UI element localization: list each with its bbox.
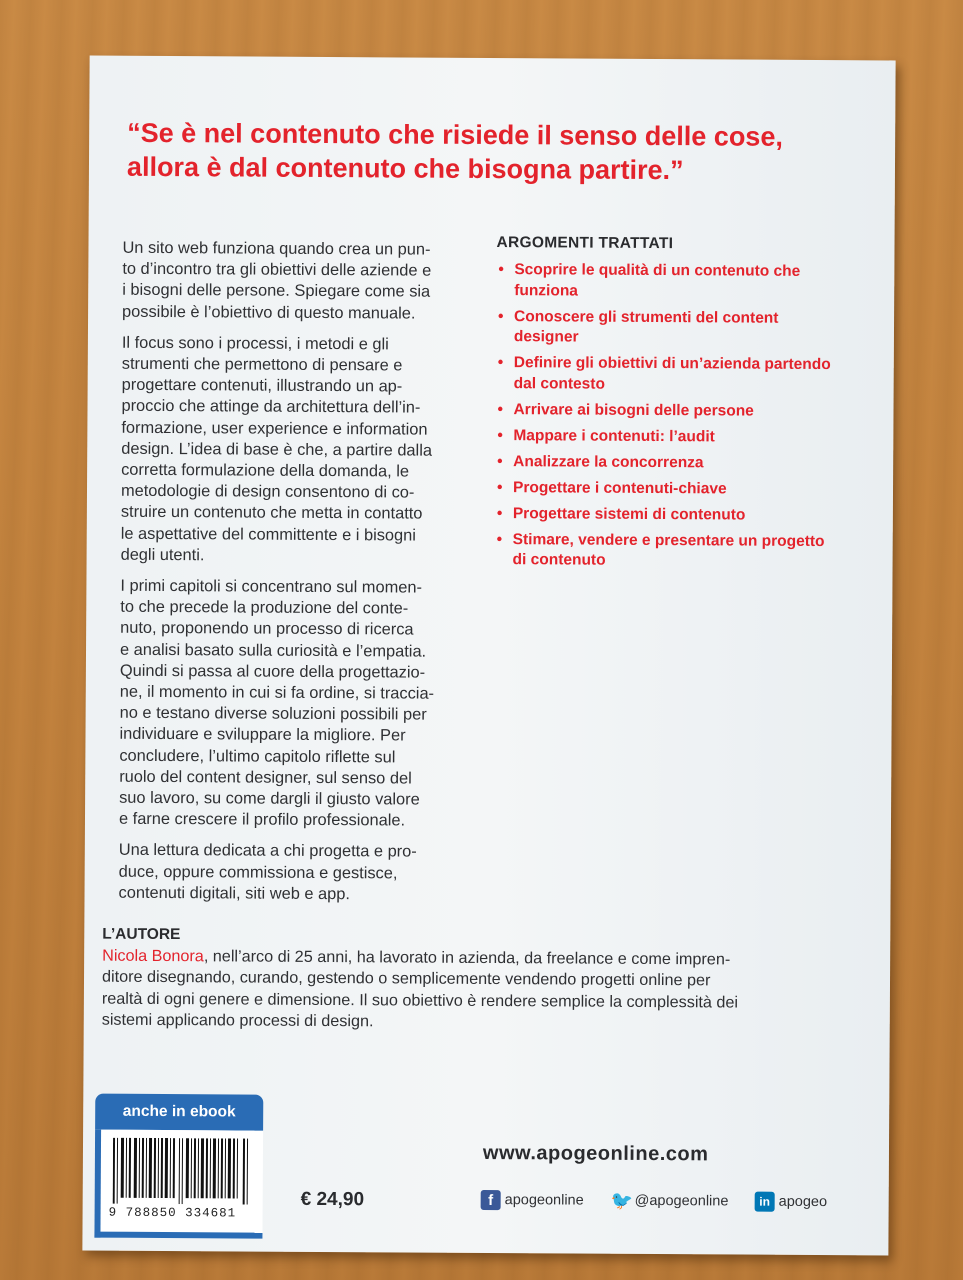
text-line: ruolo del content designer, sul senso del <box>119 767 412 788</box>
text-line: proccio che attinge da architettura dell’in- <box>121 397 421 417</box>
text-line: I primi capitoli si concentrano sul momen- <box>120 576 422 597</box>
text-line: to che precede la produzione del conte- <box>120 597 409 618</box>
text-line: struire un contenuto che metta in contatto <box>120 503 423 524</box>
topic-item: • Scoprire le qualità di un contenuto che funziona <box>496 260 836 303</box>
description-column <box>118 228 468 916</box>
topics-title: ARGOMENTI TRATTATI <box>496 234 674 253</box>
website-link[interactable]: www.apogeonline.com <box>482 1141 709 1166</box>
topics-box <box>494 234 836 578</box>
text-line: possibile è l’obiettivo di questo manuale. <box>122 302 416 323</box>
book-back-cover <box>82 56 895 1256</box>
facebook-handle: apogeonline <box>504 1192 584 1209</box>
linkedin-icon: in <box>755 1192 775 1212</box>
ebook-badge: anche in ebook <box>95 1094 263 1131</box>
author-section <box>102 924 848 1036</box>
barcode-icon <box>113 1138 253 1205</box>
topic-item: • Analizzare la concorrenza <box>495 452 835 475</box>
topic-item: • Mappare i contenuti: l’audit <box>495 426 835 449</box>
author-bio-text: , nell’arco di 25 anni, ha lavorato in azienda, da freelance e come impren- <box>203 946 731 968</box>
text-line: duce, oppure commissiona e gestisce, <box>118 862 398 883</box>
text-line: corretta formulazione della domanda, le <box>121 460 410 481</box>
text-line: Quindi si passa al cuore della progettazio- <box>119 661 426 682</box>
twitter-link[interactable] <box>611 1191 729 1212</box>
text-line: e farne crescere il profilo professionale. <box>118 810 406 830</box>
twitter-icon: 🐦 <box>610 1190 634 1211</box>
topic-item: • Progettare sistemi di contenuto <box>495 504 835 527</box>
author-bio-line: ditore disegnando, curando, gestendo o semplicemente vendendo progetti online per <box>101 967 711 990</box>
topic-item: • Arrivare ai bisogni delle persone <box>495 400 835 423</box>
price: € 24,90 <box>300 1188 365 1211</box>
text-line: metodologie di design consentono di co- <box>120 481 415 502</box>
topic-item: • Progettare i contenuti-chiave <box>495 478 835 501</box>
cover-quote <box>127 116 847 188</box>
text-line: e analisi basato sulla curiosità e l’empatia. <box>119 640 427 661</box>
author-name: Nicola Bonora <box>102 946 204 965</box>
linkedin-handle: apogeo <box>778 1193 828 1211</box>
topic-item: • Definire gli obiettivi di un’azienda partendo dal contesto <box>496 353 836 396</box>
topic-item: • Stimare, vendere e presentare un progetto di contenuto <box>495 530 835 573</box>
quote-line: “Se è nel contenuto che risiede il senso delle cose, <box>127 117 784 152</box>
text-line: degli utenti. <box>120 545 205 565</box>
text-line: strumenti che permettono di pensare e <box>121 354 403 375</box>
text-line: formazione, user experience e information <box>121 418 428 439</box>
text-line: concludere, l’ultimo capitolo riflette sul <box>119 746 396 767</box>
facebook-link[interactable] <box>481 1190 584 1211</box>
author-bio-line: realtà di ogni genere e dimensione. Il suo obiettivo è rendere semplice la complessità dei <box>101 989 739 1012</box>
text-line: no e testano diverse soluzioni possibili per <box>119 704 427 724</box>
facebook-icon: f <box>481 1190 501 1210</box>
description-paragraph <box>123 228 469 230</box>
text-line: to d’incontro tra gli obiettivi delle aziende e <box>122 259 432 280</box>
topics-list <box>495 260 837 573</box>
text-line: Il focus sono i processi, i metodi e gli <box>121 333 389 354</box>
text-line: Una lettura dedicata a chi progetta e pro- <box>118 841 417 862</box>
author-title: L’AUTORE <box>102 925 181 944</box>
twitter-handle: @apogeonline <box>634 1192 729 1210</box>
text-line: i bisogni delle persone. Spiegare come sia <box>122 281 431 302</box>
barcode-box <box>94 1130 263 1239</box>
linkedin-link[interactable] <box>755 1192 828 1212</box>
quote-line: allora è dal contenuto che bisogna partire.” <box>126 151 684 186</box>
text-line: suo lavoro, su come dargli il giusto valore <box>119 788 420 809</box>
text-line: ne, il momento in cui si fa ordine, si traccia- <box>119 682 435 703</box>
text-line: contenuti digitali, siti web e app. <box>118 883 351 904</box>
text-line: nuto, proponendo un processo di ricerca <box>120 619 414 639</box>
isbn-number: 9 788850 334681 <box>108 1205 237 1221</box>
text-line: le aspettative del committente e i bisogni <box>120 524 416 545</box>
text-line: individuare e sviluppare la migliore. Per <box>119 725 406 745</box>
text-line: design. L’idea di base è che, a partire dalla <box>121 439 433 460</box>
text-line: progettare contenuti, illustrando un ap- <box>121 375 403 396</box>
text-line: Un sito web funziona quando crea un pun- <box>122 238 431 259</box>
author-bio-line: sistemi applicando processi di design. <box>101 1010 374 1031</box>
topic-item: • Conoscere gli strumenti del content designer <box>496 307 836 350</box>
